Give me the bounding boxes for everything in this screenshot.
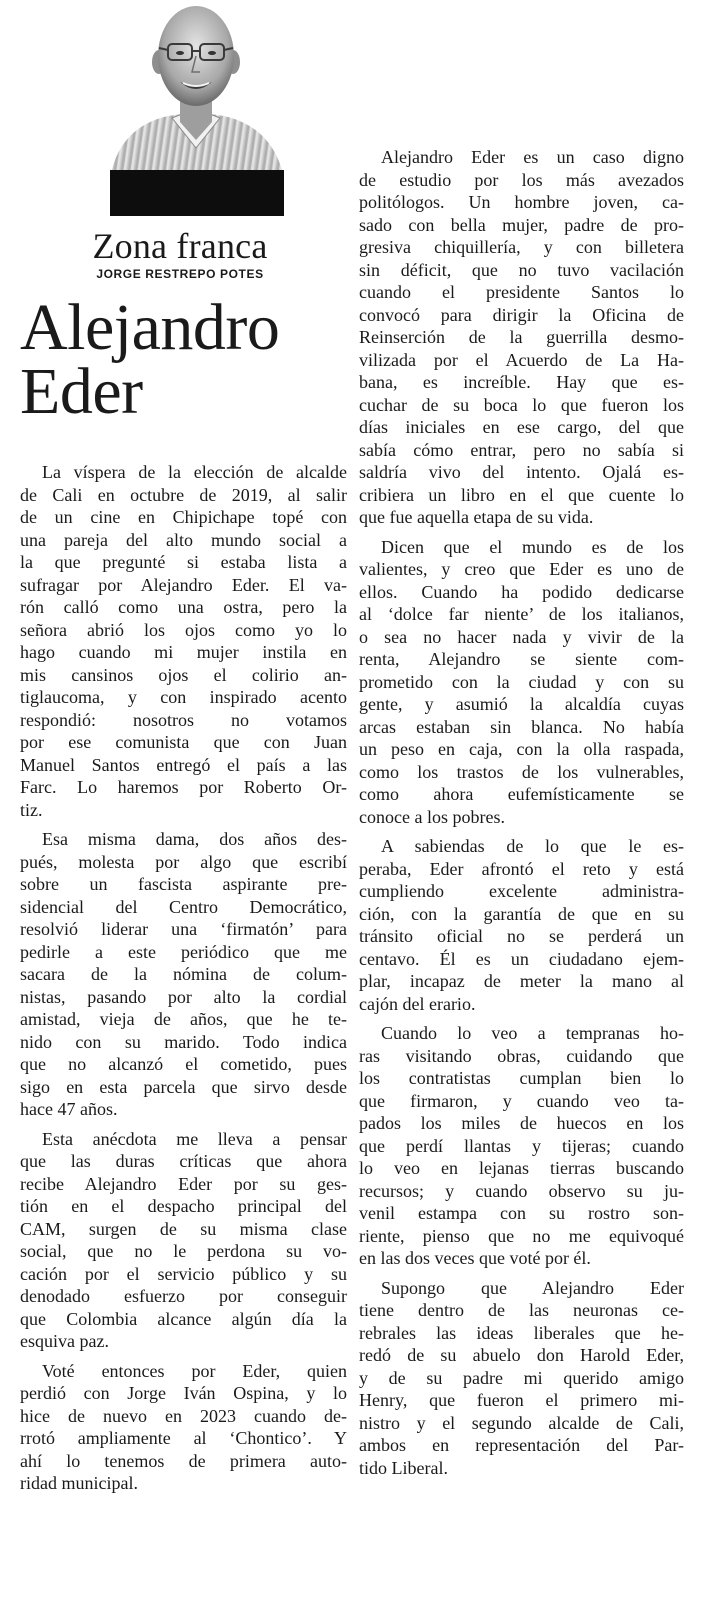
article-body-left-column	[20, 461, 347, 1502]
article-text-line: sin déficit, que no tuvo vacilación	[359, 259, 684, 280]
article-text-line: peraba, Eder afrontó el reto y está	[359, 858, 684, 879]
article-text-line: Farc. Lo haremos por Roberto Or-	[20, 777, 347, 797]
article-text-line: cajón del erario.	[359, 993, 476, 1014]
article-text-line: social, que no le perdona su vo-	[20, 1241, 347, 1261]
article-text-line: La víspera de la elección de alcalde	[42, 462, 347, 482]
article-text-line: que las duras críticas que ahora	[20, 1151, 347, 1171]
article-text-line: una pareja del alto mundo social a	[20, 529, 347, 550]
article-text-line: Cuando lo veo a tempranas ho-	[381, 1023, 684, 1043]
article-text-line: de un cine en Chipichape topé con	[20, 507, 347, 527]
article-body-right-column	[359, 146, 684, 1486]
article-text-line: Reinserción de la guerrilla desmo-	[359, 327, 684, 347]
article-text-line: sado con bella mujer, padre de pro-	[359, 214, 684, 235]
article-text-line: conoce a los pobres.	[359, 806, 505, 827]
article-text-line: respondió: nosotros no votamos	[20, 709, 347, 730]
article-text-line: de Cali en octubre de 2019, al salir	[20, 484, 347, 505]
article-text-line: Esa misma dama, dos años des-	[42, 829, 347, 849]
article-text-line: pados los miles de huecos en los	[359, 1113, 684, 1133]
article-text-line: ras visitando obras, cuidando que	[359, 1045, 684, 1066]
article-text-line: tión en el despacho principal del	[20, 1196, 347, 1216]
article-text-line: sigo en esta parcela que sirvo desde	[20, 1076, 347, 1097]
article-paragraph	[20, 828, 347, 1121]
article-text-line: como los trastos de los vulnerables,	[359, 761, 684, 782]
article-text-line: y de su padre mi querido amigo	[359, 1367, 684, 1388]
article-text-line: los contratistas cumplan bien lo	[359, 1068, 684, 1088]
article-text-line: riente, pienso que no me equivoqué	[359, 1225, 684, 1246]
article-text-line: tiene dentro de las neuronas ce-	[359, 1300, 684, 1320]
article-paragraph	[359, 146, 684, 529]
article-headline	[20, 291, 350, 428]
article-text-line: que no alcanzó el cometido, pues	[20, 1054, 347, 1074]
headline-line: Alejandro	[20, 291, 280, 364]
article-text-line: pedirle a este periódico que me	[20, 941, 347, 962]
article-text-line: sufragar por Alejandro Eder. El va-	[20, 574, 347, 595]
article-text-line: que firmaron, y cuando veo ta-	[359, 1090, 684, 1111]
article-text-line: sidencial del Centro Democrático,	[20, 896, 347, 917]
article-text-line: cuchar de su boca lo que fueron los	[359, 394, 684, 415]
article-text-line: denodado esfuerzo por conseguir	[20, 1286, 347, 1306]
article-text-line: señora abrió los ojos como yo lo	[20, 619, 347, 640]
article-text-line: cribiera un libro en el que cuente lo	[359, 484, 684, 505]
article-text-line: cuando el presidente Santos lo	[359, 282, 684, 302]
article-text-line: perdió con Jorge Iván Ospina, y lo	[20, 1383, 347, 1403]
article-text-line: recibe Alejandro Eder por su ges-	[20, 1173, 347, 1194]
article-text-line: rón calló como una ostra, pero la	[20, 597, 347, 617]
article-text-line: la que pregunté si estaba lista a	[20, 552, 347, 572]
article-text-line: lo veo en lejanas tierras buscando	[359, 1158, 684, 1178]
article-text-line: que Colombia alcance algún día la	[20, 1308, 347, 1329]
article-text-line: valientes, y creo que Eder es uno de	[359, 559, 684, 579]
article-text-line: ción, con la garantía de que en su	[359, 903, 684, 924]
article-text-line: arcas estaban sin blanca. No había	[359, 716, 684, 737]
article-text-line: hace 47 años.	[20, 1099, 118, 1119]
article-text-line: prometido con la ciudad y con su	[359, 671, 684, 692]
article-text-line: saldría vivo del intento. Ojalá es-	[359, 462, 684, 482]
article-text-line: renta, Alejandro se siente com-	[359, 649, 684, 669]
article-text-line: Henry, que fueron el primero mi-	[359, 1390, 684, 1410]
article-text-line: en las dos veces que voté por él.	[359, 1248, 591, 1268]
article-text-line: nistas, pasando por alto la cordial	[20, 986, 347, 1007]
article-paragraph	[359, 1277, 684, 1480]
article-text-line: pués, molesta por algo que escribí	[20, 851, 347, 872]
article-text-line: Manuel Santos entregó el país a las	[20, 754, 347, 775]
article-paragraph	[20, 1360, 347, 1495]
article-text-line: convocó para dirigir la Oficina de	[359, 304, 684, 325]
article-text-line: Voté entonces por Eder, quien	[42, 1360, 347, 1381]
article-text-line: CAM, surgen de su misma clase	[20, 1218, 347, 1239]
article-text-line: nido con su marido. Todo indica	[20, 1031, 347, 1052]
article-text-line: cumpliendo excelente administra-	[359, 881, 684, 901]
article-paragraph	[359, 835, 684, 1015]
article-text-line: resolvió liderar una ‘firmatón’ para	[20, 919, 347, 939]
article-text-line: sobre un fascista aspirante pre-	[20, 874, 347, 894]
article-text-line: cación por el servicio público y su	[20, 1263, 347, 1284]
article-paragraph	[359, 536, 684, 829]
article-text-line: Alejandro Eder es un caso digno	[381, 147, 684, 167]
article-paragraph	[20, 1128, 347, 1353]
article-text-line: Dicen que el mundo es de los	[381, 536, 684, 557]
article-text-line: sacara de la nómina de colum-	[20, 964, 347, 984]
article-text-line: hago cuando mi mujer instila en	[20, 642, 347, 662]
article-text-line: centavo. Él es un ciudadano ejem-	[359, 948, 684, 969]
article-paragraph	[359, 1022, 684, 1270]
article-text-line: rebrales las ideas liberales que he-	[359, 1322, 684, 1343]
article-text-line: esquiva paz.	[20, 1331, 109, 1351]
headline-line: Eder	[20, 355, 143, 428]
article-text-line: politólogos. Un hombre joven, ca-	[359, 192, 684, 212]
article-paragraph	[20, 461, 347, 821]
article-text-line: tido Liberal.	[359, 1457, 448, 1478]
article-text-line: venil estampa con su rostro son-	[359, 1203, 684, 1223]
article-text-line: de estudio por los más avezados	[359, 169, 684, 190]
article-text-line: redó de su abuelo don Harold Eder,	[359, 1345, 684, 1365]
article-text-line: ellos. Cuando ha podido dedicarse	[359, 581, 684, 602]
article-text-line: mis cansinos ojos el colirio an-	[20, 664, 347, 685]
article-text-line: o sea no hacer nada y vivir de la	[359, 626, 684, 647]
article-text-line: tránsito oficial no se perderá un	[359, 926, 684, 946]
column-section-name: Zona franca	[92, 226, 268, 266]
article-text-line: vilizada por el Acuerdo de La Ha-	[359, 349, 684, 370]
article-text-line: ridad municipal.	[20, 1473, 138, 1493]
article-text-line: días iniciales en ese cargo, del que	[359, 417, 684, 437]
article-text-line: ahí lo tenemos de primera auto-	[20, 1450, 347, 1471]
article-text-line: por ese comunista que con Juan	[20, 732, 347, 752]
article-text-line: que fue aquella etapa de su vida.	[359, 507, 594, 527]
article-text-line: plar, incapaz de meter la mano al	[359, 971, 684, 991]
article-text-line: A sabiendas de lo que le es-	[381, 836, 684, 856]
article-text-line: tiglaucoma, y con inspirado acento	[20, 687, 347, 707]
article-text-line: nistro y el segundo alcalde de Cali,	[359, 1412, 684, 1433]
article-text-line: Esta anécdota me lleva a pensar	[42, 1128, 347, 1149]
article-text-line: gresiva chiquillería, y con billetera	[359, 237, 684, 257]
article-text-line: un peso en caja, con la olla raspada,	[359, 739, 684, 759]
article-text-line: amistad, vieja de años, que he te-	[20, 1009, 347, 1029]
article-text-line: hice de nuevo en 2023 cuando de-	[20, 1405, 347, 1426]
article-text-line: Supongo que Alejandro Eder	[381, 1277, 684, 1298]
article-text-line: bana, es increíble. Hay que es-	[359, 372, 684, 392]
article-text-line: al ‘dolce far niente’ de los italianos,	[359, 604, 684, 624]
article-text-line: recursos; y cuando observo su ju-	[359, 1180, 684, 1201]
article-text-line: gente, y asumió la alcaldía cuyas	[359, 694, 684, 714]
author-byline: JORGE RESTREPO POTES	[96, 267, 264, 281]
article-text-line: sabía cómo entrar, pero no sabía si	[359, 439, 684, 460]
article-text-line: ambos en representación del Par-	[359, 1435, 684, 1455]
article-text-line: tiz.	[20, 799, 43, 820]
article-text-line: que perdí llantas y tijeras; cuando	[359, 1135, 684, 1156]
article-text-line: como ahora eufemísticamente se	[359, 784, 684, 804]
author-photo	[110, 0, 284, 216]
article-text-line: rrotó ampliamente al ‘Chontico’. Y	[20, 1428, 347, 1448]
